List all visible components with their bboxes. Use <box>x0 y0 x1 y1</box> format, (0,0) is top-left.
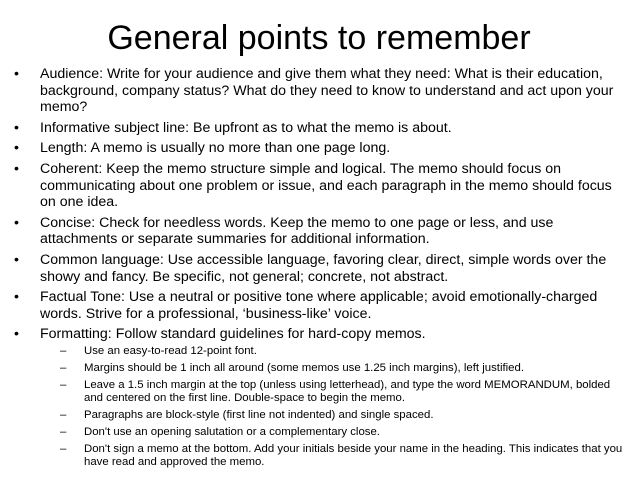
bullet-item-coherent <box>14 161 626 211</box>
sub-bullet-item-paragraphs <box>40 409 626 422</box>
sub-bullet-text: Don't use an opening salutation or a complementary close. <box>84 425 380 438</box>
dash-icon: – <box>60 425 67 438</box>
bullet-item-common-language <box>14 252 626 285</box>
bullet-icon: • <box>14 251 19 268</box>
bullet-item-subject-line <box>14 120 626 137</box>
dash-icon: – <box>60 442 67 455</box>
sub-bullet-item-font <box>40 345 626 358</box>
bullet-item-length <box>14 140 626 157</box>
sub-bullet-item-top-margin <box>40 379 626 406</box>
bullet-text: Coherent: Keep the memo structure simple and logical. The memo should focus on communicating about one problem or issue, and each paragraph in the memo should focus on one idea. <box>40 160 612 211</box>
bullet-text: Common language: Use accessible language, favoring clear, direct, simple words over the showy and fancy. Be specific, not general; concrete, not abstract. <box>40 251 607 285</box>
bullet-icon: • <box>14 66 19 82</box>
bullet-icon: • <box>14 326 19 343</box>
bullet-list <box>14 66 626 474</box>
bullet-item-factual-tone <box>14 289 626 322</box>
bullet-item-audience <box>14 66 626 116</box>
slide-title: General points to remember <box>107 19 531 57</box>
sub-bullet-item-signature <box>40 443 626 470</box>
bullet-text: Audience: Write for your audience and give them what they need: What is their education, background, company status? What do they need to know to understand and act upon your memo? <box>40 66 614 116</box>
bullet-icon: • <box>14 119 19 136</box>
bullet-icon: • <box>14 140 19 157</box>
bullet-text: Informative subject line: Be upfront as to what the memo is about. <box>40 119 452 136</box>
sub-bullet-item-margins <box>40 362 626 375</box>
dash-icon: – <box>60 409 67 422</box>
bullet-text: Formatting: Follow standard guidelines for hard-copy memos. <box>40 326 426 343</box>
bullet-text: Factual Tone: Use a neutral or positive tone where applicable; avoid emotionally-charged words. Strive for a professional, ‘business-like’ voice. <box>40 289 598 322</box>
dash-icon: – <box>60 361 67 374</box>
sub-bullet-list <box>40 345 626 470</box>
bullet-icon: • <box>14 289 19 306</box>
bullet-text: Length: A memo is usually no more than one page long. <box>40 140 391 157</box>
bullet-icon: • <box>14 214 19 231</box>
sub-bullet-text: Margins should be 1 inch all around (some memos use 1.25 inch margins), left justified. <box>84 361 525 374</box>
dash-icon: – <box>60 344 67 357</box>
sub-bullet-text: Paragraphs are block-style (first line not indented) and single spaced. <box>84 409 434 422</box>
bullet-text: Concise: Check for needless words. Keep the memo to one page or less, and use attachments or separate summaries for additional information. <box>40 214 554 248</box>
dash-icon: – <box>60 378 67 391</box>
bullet-item-formatting <box>14 326 626 469</box>
sub-bullet-text: Leave a 1.5 inch margin at the top (unless using letterhead), and type the word MEMORANDUM, bolded and centered on the first line. Double-space to begin the memo. <box>84 378 611 405</box>
sub-bullet-text: Use an easy-to-read 12-point font. <box>84 344 257 357</box>
sub-bullet-text: Don't sign a memo at the bottom. Add your initials beside your name in the heading. This indicates that you have read and approved the memo. <box>84 442 623 469</box>
bullet-icon: • <box>14 160 19 177</box>
bullet-item-concise <box>14 215 626 248</box>
sub-bullet-item-salutation <box>40 426 626 439</box>
